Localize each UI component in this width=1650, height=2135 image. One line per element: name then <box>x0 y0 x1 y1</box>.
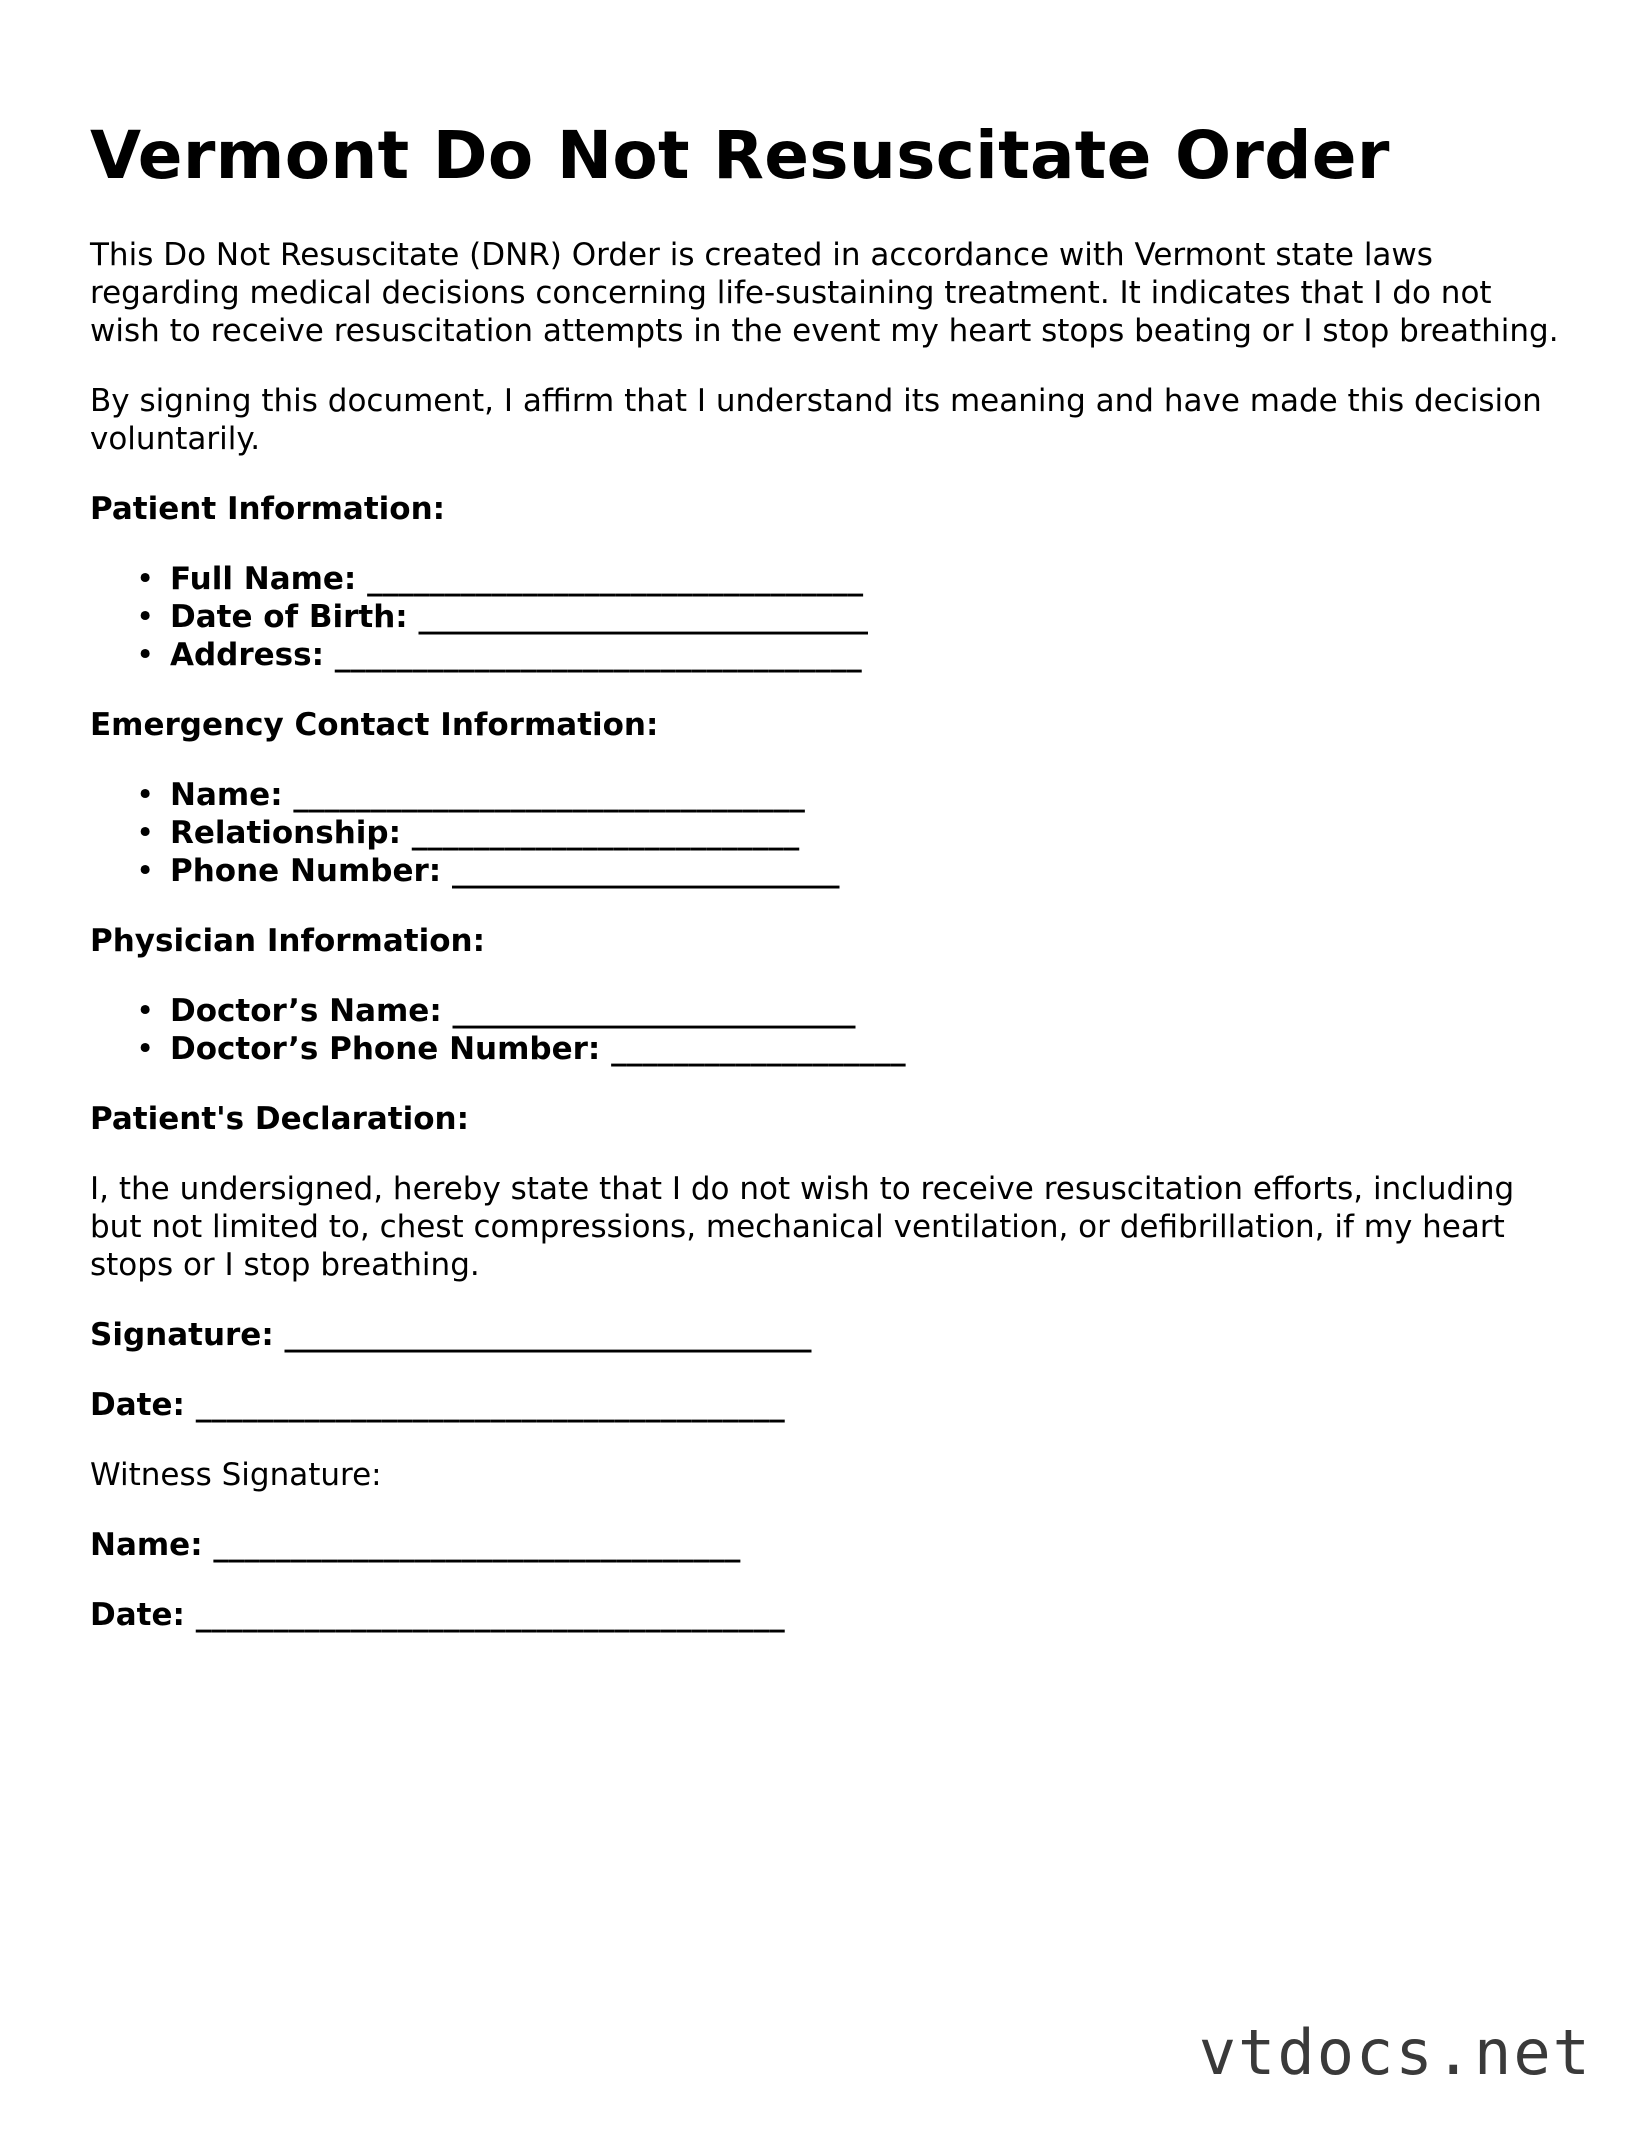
field-label: Address: <box>170 637 324 673</box>
witness-signature-label: Witness Signature: <box>90 1457 382 1493</box>
declaration-text: I, the undersigned, hereby state that I do not wish to receive resuscitation efforts, including but not limited to, chest compressions, mechanical ventilation, or defibrillation, if my heart stops or I stop breathing. <box>90 1171 1515 1283</box>
list-item <box>170 992 1570 1030</box>
doctor-phone-field[interactable]: ___________________ <box>611 1031 906 1067</box>
list-item <box>170 560 1570 598</box>
list-item <box>170 636 1570 674</box>
field-label: Doctor’s Name: <box>170 993 442 1029</box>
witness-name-line <box>90 1526 1570 1564</box>
date-field[interactable]: ______________________________________ <box>195 1387 785 1423</box>
date-label: Date: <box>90 1387 185 1423</box>
witness-date-line <box>90 1596 1570 1634</box>
doctor-name-field[interactable]: __________________________ <box>452 993 856 1029</box>
field-label: Full Name: <box>170 561 357 597</box>
field-label: Phone Number: <box>170 853 442 889</box>
physician-info-list <box>90 992 1570 1068</box>
list-item <box>170 1030 1570 1068</box>
watermark-text: vtdocs.net <box>1198 2016 1592 2089</box>
field-label: Doctor’s Phone Number: <box>170 1031 601 1067</box>
list-item <box>170 852 1570 890</box>
list-item <box>170 598 1570 636</box>
patient-info-heading: Patient Information: <box>90 491 446 527</box>
physician-info-heading: Physician Information: <box>90 923 485 959</box>
phone-number-field[interactable]: _________________________ <box>452 853 840 889</box>
witness-name-label: Name: <box>90 1527 203 1563</box>
emergency-contact-heading: Emergency Contact Information: <box>90 707 659 743</box>
list-item <box>170 776 1570 814</box>
witness-date-label: Date: <box>90 1597 185 1633</box>
page-title: Vermont Do Not Resuscitate Order <box>90 117 1390 194</box>
signature-field[interactable]: __________________________________ <box>284 1317 812 1353</box>
emergency-contact-list <box>90 776 1570 890</box>
full-name-field[interactable]: ________________________________ <box>367 561 864 597</box>
contact-name-field[interactable]: _________________________________ <box>293 777 805 813</box>
witness-date-field[interactable]: ______________________________________ <box>195 1597 785 1633</box>
field-label: Relationship: <box>170 815 401 851</box>
document-page <box>90 0 1570 1634</box>
declaration-heading: Patient's Declaration: <box>90 1101 469 1137</box>
signature-line <box>90 1316 1570 1354</box>
address-field[interactable]: __________________________________ <box>334 637 862 673</box>
signature-label: Signature: <box>90 1317 274 1353</box>
witness-name-field[interactable]: __________________________________ <box>213 1527 741 1563</box>
relationship-field[interactable]: _________________________ <box>411 815 800 851</box>
field-label: Name: <box>170 777 283 813</box>
patient-info-list <box>90 560 1570 674</box>
intro-paragraph-1: This Do Not Resuscitate (DNR) Order is created in accordance with Vermont state laws regarding medical decisions concerning life-sustaining treatment. It indicates that I do not wish to receive resuscitation attempts in the event my heart stops beating or I stop breathing. <box>90 237 1559 349</box>
date-line <box>90 1386 1570 1424</box>
date-of-birth-field[interactable]: _____________________________ <box>418 599 868 635</box>
field-label: Date of Birth: <box>170 599 408 635</box>
intro-paragraph-2: By signing this document, I affirm that I understand its meaning and have made this decision voluntarily. <box>90 383 1542 457</box>
list-item <box>170 814 1570 852</box>
